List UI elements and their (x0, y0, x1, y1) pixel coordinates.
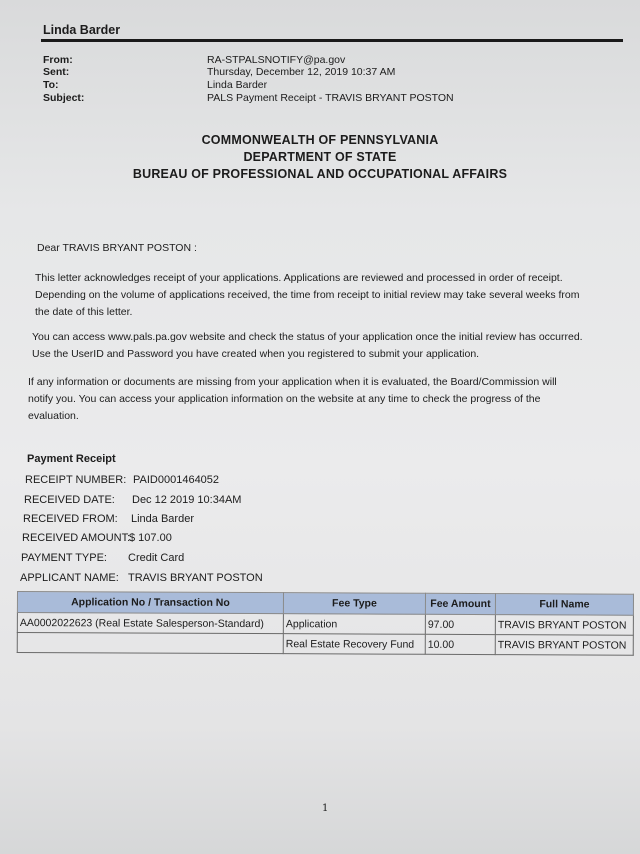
greeting: Dear TRAVIS BRYANT POSTON : (37, 242, 197, 254)
applicant-name-value: TRAVIS BRYANT POSTON (128, 572, 263, 584)
paragraph-line: This letter acknowledges receipt of your applications. Applications are reviewed and processed in order of receipt. (35, 272, 563, 284)
received-amount-value: $ 107.00 (129, 532, 172, 544)
received-date-value: Dec 12 2019 10:34AM (132, 494, 242, 506)
paragraph-line: You can access www.pals.pa.gov website and check the status of your application once the initial review has occurred. (32, 331, 583, 343)
fee-type-cell: Application (283, 614, 425, 635)
from-label: From: (43, 54, 73, 66)
table-row (17, 613, 633, 636)
paragraph-line: the date of this letter. (35, 306, 133, 318)
application-no-cell: AA0002022623 (Real Estate Salesperson-Standard) (17, 613, 283, 634)
subject-value: PALS Payment Receipt - TRAVIS BRYANT POSTON (207, 92, 454, 104)
receipt-number-label: RECEIPT NUMBER: (25, 474, 127, 486)
paragraph-website (32, 329, 636, 363)
sent-label: Sent: (43, 66, 70, 78)
subject-label: Subject: (43, 92, 85, 104)
paragraph-line: notify you. You can access your application information on the website at any time to check the progress of the (28, 393, 541, 405)
received-date-label: RECEIVED DATE: (24, 494, 115, 506)
table-row (17, 633, 633, 656)
letterhead-bureau: BUREAU OF PROFESSIONAL AND OCCUPATIONAL AFFAIRS (132, 167, 508, 181)
paragraph-line: If any information or documents are missing from your application when it is evaluated, the Board/Commission will (28, 376, 557, 388)
sent-value: Thursday, December 12, 2019 10:37 AM (207, 66, 396, 78)
column-header-fee-type: Fee Type (283, 593, 425, 615)
received-amount-label: RECEIVED AMOUNT: (22, 532, 131, 544)
paragraph-line: evaluation. (28, 410, 79, 422)
paragraph-line: Use the UserID and Password you have created when you registered to submit your application. (32, 348, 480, 360)
page-number: 1 (322, 803, 329, 814)
payment-receipt-title: Payment Receipt (27, 453, 116, 465)
to-value: Linda Barder (207, 79, 268, 91)
payment-type-value: Credit Card (128, 552, 185, 564)
column-header-fee-amount: Fee Amount (425, 593, 495, 614)
receipt-number-value: PAID0001464052 (133, 474, 220, 486)
sender-name: Linda Barder (43, 23, 121, 37)
fee-amount-cell: 97.00 (425, 614, 495, 634)
to-label: To: (43, 79, 59, 91)
full-name-cell: TRAVIS BRYANT POSTON (495, 635, 633, 656)
fee-amount-cell: 10.00 (425, 634, 495, 654)
applicant-name-label: APPLICANT NAME: (20, 572, 119, 584)
letterhead-commonwealth: COMMONWEALTH OF PENNSYLVANIA (201, 133, 439, 147)
received-from-value: Linda Barder (131, 513, 194, 525)
fee-type-cell: Real Estate Recovery Fund (283, 634, 425, 655)
received-from-label: RECEIVED FROM: (23, 513, 118, 525)
fee-table (17, 591, 634, 656)
paragraph-line: Depending on the volume of applications received, the time from receipt to initial review may take several weeks from (35, 289, 580, 301)
column-header-application-no: Application No / Transaction No (17, 592, 283, 614)
full-name-cell: TRAVIS BRYANT POSTON (495, 615, 633, 636)
paragraph-acknowledgement (35, 270, 635, 321)
from-value: RA-STPALSNOTIFY@pa.gov (207, 54, 346, 66)
paragraph-missing-info (28, 374, 634, 425)
column-header-full-name: Full Name (495, 594, 633, 616)
application-no-cell (17, 633, 283, 654)
table-header-row (17, 592, 633, 616)
header-rule (41, 39, 623, 42)
letterhead-department: DEPARTMENT OF STATE (243, 150, 397, 164)
payment-type-label: PAYMENT TYPE: (21, 552, 107, 564)
